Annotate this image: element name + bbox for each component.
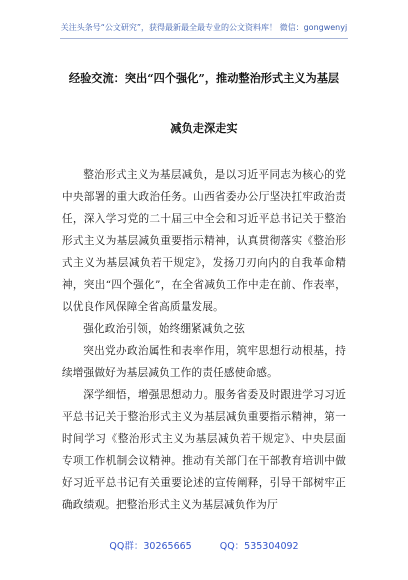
footer-qq: QQ：535304092 [219, 541, 299, 552]
header-divider [60, 38, 348, 39]
paragraph-section-2: 深学细悟，增强思想动力。服务省委及时跟进学习习近平总书记关于整治形式主义为基层减负重要指示精神，第一时间学习《整治形式主义为基层减负若干规定》、中央层面专项工作机制会议精神。推动有关部门在干部教育培训中做好习近平总书记有关重要论述的宣传阐释，引导干部树牢正确政绩观。把整治形式主义为基层减负作为厅 [62, 389, 346, 511]
title-line-1: 经验交流：突出“四个强化”，推动整治形式主义为基层 [68, 71, 340, 85]
footer-qq-group: QQ群：30265665 [109, 541, 192, 552]
page-header: 关注头条号“公文研究”，获得最新最全最专业的公文资料库！ 微信：gongwenyj [60, 23, 348, 32]
title-line-2: 减负走深走实 [170, 121, 238, 135]
page-footer [0, 538, 408, 552]
paragraph-intro: 整治形式主义为基层减负，是以习近平同志为核心的党中央部署的重大政治任务。山西省委办公厅坚决扛牢政治责任，深入学习党的二十届三中全会和习近平总书记关于整治形式主义为基层减负重要指示精神，认真贯彻落实《整治形式主义为基层减负若干规定》，发扬刀刃向内的自我革命精神，突出“四个强化”，在全省减负工作中走在前、作表率，以优良作风保障全省高质量发展。 [62, 169, 346, 313]
paragraph-section-1: 突出党办政治属性和表率作用，筑牢思想行动根基，持续增强做好为基层减负工作的责任感使命感。 [62, 345, 346, 379]
section-heading: 强化政治引领，始终绷紧减负之弦 [83, 323, 246, 335]
